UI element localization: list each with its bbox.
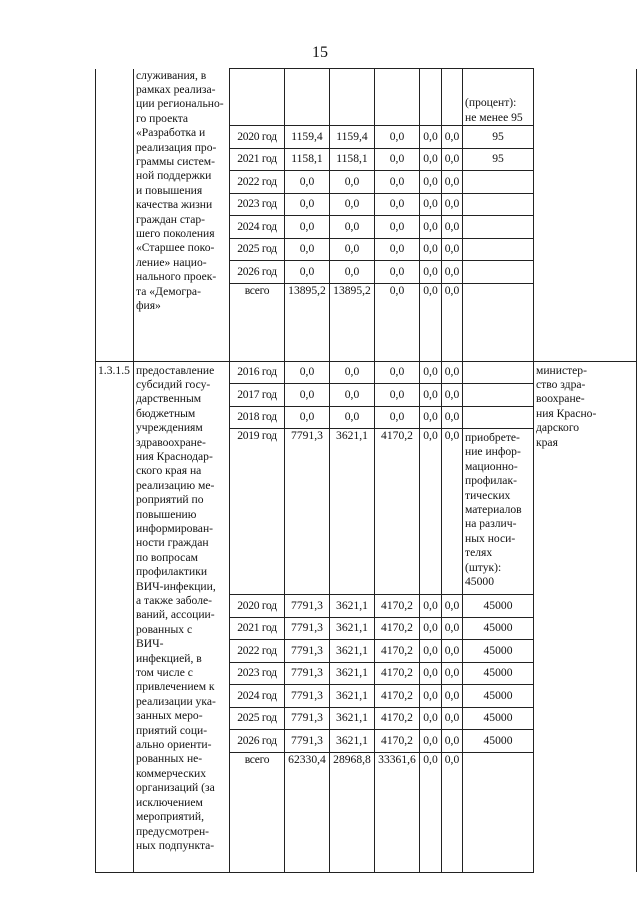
value-cell: 62330,4 (285, 752, 330, 872)
year-cell: 2025 год (230, 238, 285, 261)
value-cell: 0,0 (330, 193, 375, 216)
year-cell: 2025 год (230, 707, 285, 730)
year-cell: 2023 год (230, 662, 285, 685)
value-cell: 0,0 (420, 662, 442, 685)
year-cell: 2022 год (230, 640, 285, 663)
value-cell: 3621,1 (330, 640, 375, 663)
value-cell: 4170,2 (375, 730, 420, 753)
value-cell: 0,0 (442, 193, 463, 216)
measure-description: предоставление субсидий госу- дарственным бюджетным учреждениям здравоохране- ния Краснодар- ского края на реализацию ме- роприятий по повышению информирован- ности граждан по вопросам профилактики ВИЧ-инфекции, а также заболе- ваний, ассоции- рованных с ВИЧ- инфекцией, в том числе с привлечением к реализации ука- занных меро- приятий соци- ально ориенти- рованных не- коммерческих организаций (за исключением мероприятий, предусмотрен- ных подпункта- (134, 361, 230, 872)
value-cell: 0,0 (375, 361, 420, 384)
value-cell: 0,0 (442, 595, 463, 618)
value-cell: 4170,2 (375, 685, 420, 708)
value-cell: 0,0 (375, 216, 420, 239)
value-cell: 0,0 (442, 283, 463, 361)
year-cell: 2021 год (230, 148, 285, 171)
year-cell: 2020 год (230, 126, 285, 149)
value-cell: 0,0 (285, 406, 330, 429)
value-cell: 4170,2 (375, 640, 420, 663)
year-cell: всего (230, 752, 285, 872)
value-cell: 0,0 (420, 685, 442, 708)
value-cell: 7791,3 (285, 640, 330, 663)
year-cell: 2024 год (230, 216, 285, 239)
value-cell: 4170,2 (375, 595, 420, 618)
result-cell (463, 384, 534, 407)
table-body (96, 69, 637, 873)
result-cell: 45000 (463, 730, 534, 753)
year-cell: 2026 год (230, 730, 285, 753)
value-cell: 0,0 (442, 384, 463, 407)
value-cell: 0,0 (285, 171, 330, 194)
value-cell: 13895,2 (330, 283, 375, 361)
value-cell: 0,0 (442, 261, 463, 284)
value-cell: 3621,1 (330, 685, 375, 708)
result-cell (463, 261, 534, 284)
value-cell: 3621,1 (330, 707, 375, 730)
value-cell: 3621,1 (330, 595, 375, 618)
value-cell: 7791,3 (285, 595, 330, 618)
value-cell: 1158,1 (330, 148, 375, 171)
result-cell (463, 361, 534, 384)
executor-cell: министер- ство здра- воохране- ния Красно- дарского края (534, 361, 637, 872)
value-cell: 13895,2 (285, 283, 330, 361)
value-cell: 0,0 (330, 261, 375, 284)
value-cell: 0,0 (420, 171, 442, 194)
value-cell: 28968,8 (330, 752, 375, 872)
value-cell: 0,0 (375, 384, 420, 407)
result-cell: 45000 (463, 685, 534, 708)
measure-description: служивания, в рамках реализа- ции регионально- го проекта «Разработка и реализация про- граммы систем- ной поддержки и повышения качества жизни граждан стар- шего поколения «Старшее поко- ление» нацио- нального проек- та «Демогра- фия» (134, 69, 230, 362)
executor-cell (534, 69, 637, 362)
value-cell: 0,0 (420, 384, 442, 407)
value-cell: 0,0 (375, 283, 420, 361)
value-cell: 0,0 (442, 617, 463, 640)
value-cell: 0,0 (285, 193, 330, 216)
value-cell: 0,0 (330, 238, 375, 261)
result-cell: 95 (463, 126, 534, 149)
value-cell: 0,0 (285, 361, 330, 384)
value-cell: 0,0 (420, 216, 442, 239)
value-cell: 0,0 (442, 429, 463, 595)
value-cell: 3621,1 (330, 662, 375, 685)
value-cell: 0,0 (285, 384, 330, 407)
year-cell: 2018 год (230, 406, 285, 429)
value-cell: 3621,1 (330, 429, 375, 595)
result-cell (463, 283, 534, 361)
value-cell: 0,0 (442, 361, 463, 384)
result-cell: 45000 (463, 617, 534, 640)
value-cell: 7791,3 (285, 617, 330, 640)
result-cell (463, 216, 534, 239)
result-cell: 95 (463, 148, 534, 171)
year-cell: 2023 год (230, 193, 285, 216)
result-cell: приобрете- ние инфор- мационно- профилак- тических материалов на различ- ных носи- телях (штук): 45000 (463, 429, 534, 595)
result-cell: 45000 (463, 595, 534, 618)
value-cell: 7791,3 (285, 429, 330, 595)
value-cell: 7791,3 (285, 707, 330, 730)
result-cell (463, 193, 534, 216)
year-cell: 2019 год (230, 429, 285, 595)
value-cell: 3621,1 (330, 730, 375, 753)
value-cell: 0,0 (420, 283, 442, 361)
value-cell: 4170,2 (375, 429, 420, 595)
value-cell: 4170,2 (375, 662, 420, 685)
result-cell: 45000 (463, 640, 534, 663)
value-cell: 0,0 (420, 238, 442, 261)
value-cell: 0,0 (442, 685, 463, 708)
value-cell: 0,0 (285, 261, 330, 284)
value-cell: 0,0 (330, 216, 375, 239)
result-cell: 45000 (463, 662, 534, 685)
value-cell: 0,0 (442, 238, 463, 261)
result-cell (463, 406, 534, 429)
value-cell: 7791,3 (285, 730, 330, 753)
value-cell: 0,0 (420, 429, 442, 595)
value-cell: 0,0 (420, 730, 442, 753)
year-cell: 2017 год (230, 384, 285, 407)
result-cell: (процент): не менее 95 (463, 69, 534, 126)
result-cell (463, 752, 534, 872)
value-cell: 0,0 (442, 707, 463, 730)
result-cell: 45000 (463, 707, 534, 730)
value-cell: 33361,6 (375, 752, 420, 872)
value-cell: 0,0 (375, 261, 420, 284)
value-cell: 0,0 (375, 238, 420, 261)
value-cell: 0,0 (330, 406, 375, 429)
value-cell: 0,0 (442, 216, 463, 239)
value-cell: 0,0 (442, 662, 463, 685)
year-cell: 2020 год (230, 595, 285, 618)
value-cell: 4170,2 (375, 617, 420, 640)
value-cell: 7791,3 (285, 685, 330, 708)
value-cell: 0,0 (375, 406, 420, 429)
table-row (96, 69, 637, 126)
value-cell: 0,0 (420, 617, 442, 640)
value-cell: 1159,4 (330, 126, 375, 149)
value-cell: 0,0 (420, 126, 442, 149)
result-cell (463, 171, 534, 194)
value-cell: 0,0 (420, 193, 442, 216)
year-cell: 2026 год (230, 261, 285, 284)
year-cell: 2016 год (230, 361, 285, 384)
year-cell: 2024 год (230, 685, 285, 708)
year-cell: всего (230, 283, 285, 361)
value-cell: 1158,1 (285, 148, 330, 171)
value-cell: 0,0 (420, 406, 442, 429)
value-cell: 0,0 (442, 730, 463, 753)
value-cell: 0,0 (420, 148, 442, 171)
year-cell: 2022 год (230, 171, 285, 194)
value-cell: 1159,4 (285, 126, 330, 149)
value-cell: 0,0 (420, 261, 442, 284)
value-cell: 3621,1 (330, 617, 375, 640)
program-table (95, 68, 637, 873)
value-cell: 0,0 (420, 752, 442, 872)
number-cell (96, 69, 134, 362)
value-cell: 0,0 (420, 361, 442, 384)
value-cell: 0,0 (285, 238, 330, 261)
value-cell: 0,0 (442, 148, 463, 171)
value-cell: 7791,3 (285, 662, 330, 685)
year-cell: 2021 год (230, 617, 285, 640)
value-cell: 0,0 (375, 126, 420, 149)
value-cell: 0,0 (330, 384, 375, 407)
value-cell: 0,0 (375, 193, 420, 216)
value-cell: 0,0 (442, 406, 463, 429)
value-cell: 0,0 (420, 707, 442, 730)
value-cell: 0,0 (375, 171, 420, 194)
result-cell (463, 238, 534, 261)
value-cell: 0,0 (330, 171, 375, 194)
value-cell: 0,0 (420, 595, 442, 618)
page-number: 15 (312, 44, 328, 61)
value-cell: 0,0 (442, 640, 463, 663)
item-number: 1.3.1.5 (96, 361, 134, 872)
value-cell: 0,0 (285, 216, 330, 239)
table-row (96, 361, 637, 384)
value-cell: 0,0 (442, 752, 463, 872)
value-cell: 0,0 (375, 148, 420, 171)
value-cell: 0,0 (442, 171, 463, 194)
value-cell: 0,0 (330, 361, 375, 384)
value-cell: 0,0 (420, 640, 442, 663)
value-cell: 4170,2 (375, 707, 420, 730)
value-cell: 0,0 (442, 126, 463, 149)
